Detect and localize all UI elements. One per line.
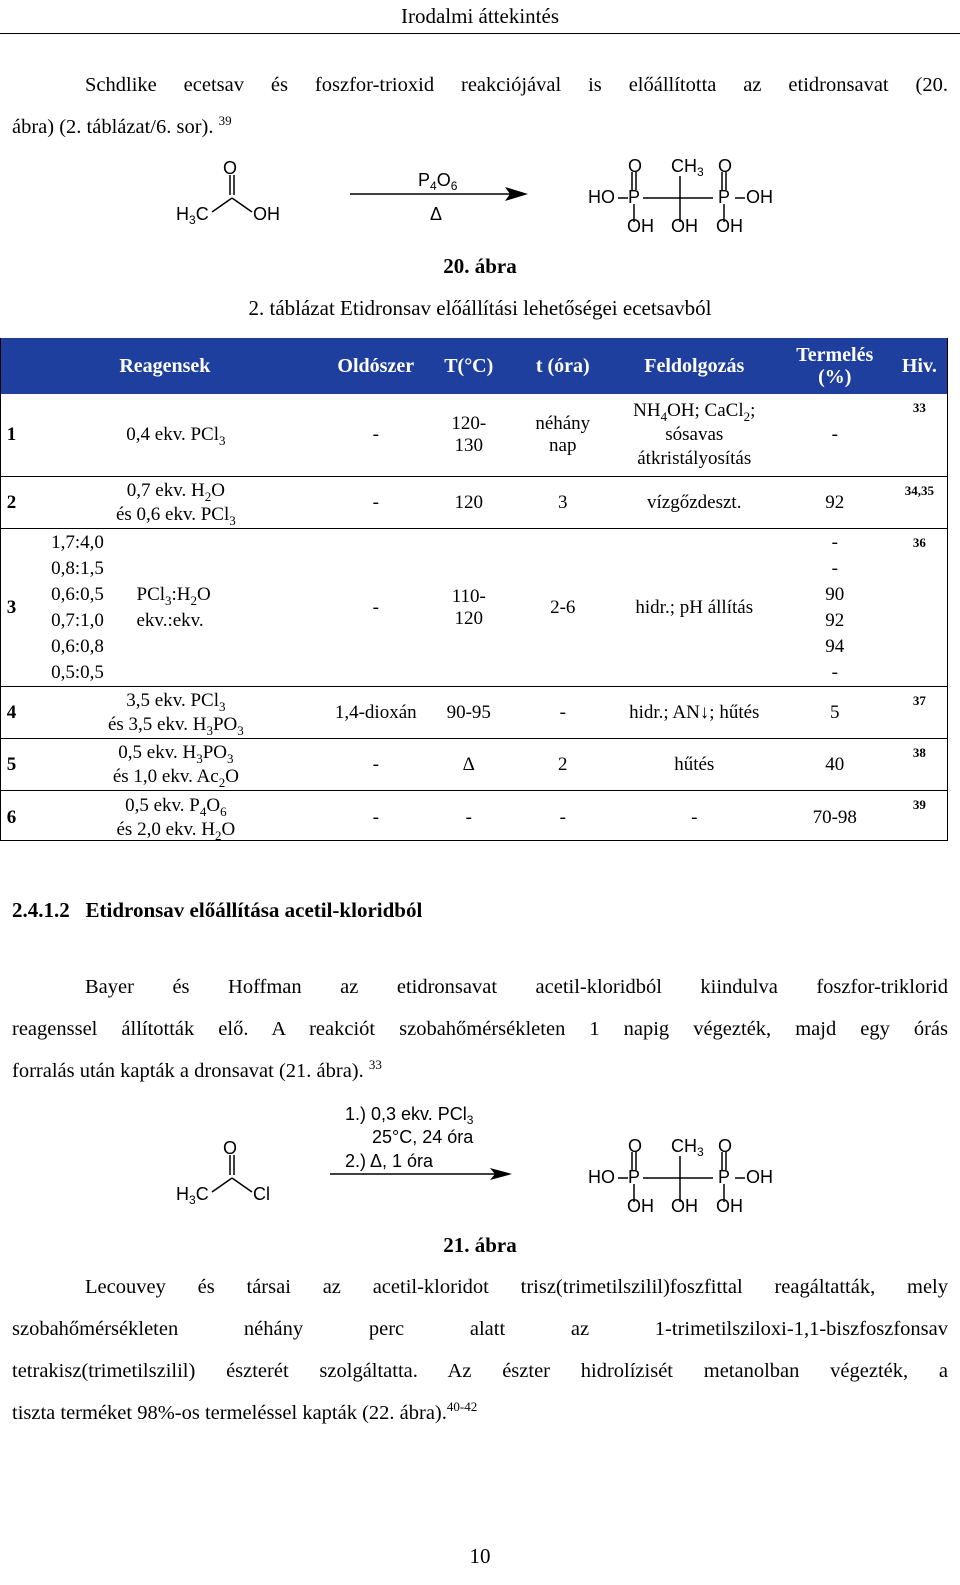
f20-ch: CH [671, 156, 697, 176]
paragraph-1 [12, 64, 948, 148]
etidronic-acid-table [0, 338, 948, 845]
row3-yield: 94 [825, 635, 845, 657]
table-row [1, 791, 948, 845]
f21-p-p2: P [718, 1167, 731, 1187]
th-solvent: Oldószer [329, 339, 422, 394]
f20-p-oh3: OH [716, 216, 743, 236]
f21-p-o1: O [628, 1136, 643, 1156]
row4-temp: 90-95 [422, 687, 515, 739]
row1-temp: 120- 130 [451, 413, 487, 456]
table-row [1, 394, 948, 477]
row5-workup: hűtés [610, 739, 778, 791]
f21-p-ho: HO [588, 1167, 615, 1187]
row3-ratio: 0,7:1,0 [51, 609, 104, 631]
p2-line2: reagenssel állították elő. A reakciót szobahőmérsékleten 1 napig végezték, majd egy órás [12, 1018, 948, 1040]
row3-solvent: - [329, 529, 422, 687]
th-workup: Feldolgozás [610, 339, 778, 394]
f20-r-6: 6 [450, 179, 458, 193]
f20-ch-3: 3 [697, 165, 704, 179]
row6-time: - [515, 791, 610, 845]
figure-21-caption: 21. ábra [443, 1233, 517, 1257]
p3-line4 [12, 1399, 478, 1424]
row6-solvent: - [329, 791, 422, 845]
row3-yield: - [831, 557, 838, 579]
row3-ratio: 0,8:1,5 [51, 557, 104, 579]
row6-yield: 70-98 [778, 791, 891, 845]
f20-p-p2: P [718, 187, 731, 207]
f21-acyl-h3c [176, 1184, 209, 1205]
f21-c: C [195, 1184, 209, 1204]
row1-reagent: 0,4 ekv. PCl$_3$ [126, 424, 226, 448]
p1-line1: Schdlike ecetsav és foszfor-trioxid reakciójával is előállította az etidronsavat (20. [85, 74, 948, 96]
f21-p-oh-r: OH [746, 1167, 773, 1187]
p2-line3-text: forralás után kapták a dronsavat (21. ábra). [12, 1060, 364, 1082]
row3-yield: 92 [825, 609, 845, 631]
row3-yields [778, 529, 891, 687]
row1-no: 1 [6, 424, 17, 445]
row5-no: 5 [1, 739, 23, 791]
p2-ref: 33 [368, 1057, 382, 1073]
f21-cond1 [345, 1104, 473, 1125]
row5-time: 2 [515, 739, 610, 791]
row5-yield: 40 [778, 739, 891, 791]
row4-workup: hidr.; AN↓; hűtés [610, 687, 778, 739]
f20-h: H [176, 204, 189, 224]
f20-r-o: O [436, 170, 451, 190]
row4-time: - [515, 687, 610, 739]
p3-line1: Lecouvey és társai az acetil-kloridot trisz(trimetilszilil)foszfittal reagáltatták, mely [85, 1276, 948, 1298]
f21-p-p1: P [628, 1167, 641, 1187]
row6-temp: - [422, 791, 515, 845]
f21-cond1-sub: 3 [466, 1113, 474, 1127]
p3-ref: 40-42 [446, 1399, 478, 1415]
f21-3: 3 [189, 1193, 196, 1207]
table-row [1, 739, 948, 791]
table-row [1, 687, 948, 739]
f20-p-p1: P [628, 187, 641, 207]
row3-ref: 36 [891, 529, 947, 687]
table-header-row [1, 339, 948, 394]
f21-cond1-text: 1.) 0,3 ekv. PCl [345, 1104, 467, 1124]
row1-solvent: - [372, 424, 379, 445]
p3-line3: tetrakisz(trimetilszilil) észterét szolgáltatta. Az észter hidrolízisét metanolban végezték, a [12, 1360, 948, 1382]
row3-temp: 110- 120 [422, 529, 515, 687]
table-row [1, 477, 948, 529]
header-rule [0, 33, 960, 34]
row3-ratio: 0,6:0,8 [51, 635, 104, 657]
p3-line4-text: tiszta terméket 98%-os termeléssel kapták (22. ábra). [12, 1402, 447, 1424]
row2-time: 3 [515, 477, 610, 529]
f20-p-oh2: OH [671, 216, 698, 236]
f21-acyl-cl: Cl [253, 1184, 270, 1204]
row2-ref: 34,35 [891, 477, 947, 529]
f20-r-p: P [418, 170, 431, 190]
f20-3: 3 [189, 213, 196, 227]
row3-no: 3 [1, 529, 23, 687]
f21-p-ch3 [671, 1136, 704, 1157]
f20-c: C [195, 204, 209, 224]
row1-yield: - [831, 424, 838, 445]
f21-p-oh1: OH [627, 1196, 654, 1216]
f20-p-oh1: OH [627, 216, 654, 236]
row3-yield: - [831, 531, 838, 553]
f21-p-oh3: OH [716, 1196, 743, 1216]
f21-p-oh2: OH [671, 1196, 698, 1216]
p3-line2: szobahőmérsékleten néhány perc alatt az 1-trimetilsziloxi-1,1-biszfoszfonsav [12, 1318, 948, 1340]
row1-workup: $NH_4OH$; CaCl$_2$; sósavas átkristályosítás [633, 400, 756, 469]
row6-no: 6 [1, 791, 23, 845]
row3-yield: - [831, 661, 838, 683]
th-temp: T(°C) [422, 339, 515, 394]
table-2-title: 2. táblázat Etidronsav előállítási lehetőségei ecetsavból [248, 296, 712, 320]
figure-20-caption: 20. ábra [443, 254, 517, 278]
th-yield: Termelés (%) [778, 339, 891, 394]
f20-p-o2: O [718, 156, 733, 176]
row5-ref: 38 [891, 739, 947, 791]
f21-acyl-O: O [223, 1138, 238, 1158]
p2-line1: Bayer és Hoffman az etidronsavat acetil-kloridból kiindulva foszfor-triklorid [85, 976, 948, 998]
f20-reagent [418, 170, 457, 191]
row3-ratio-label: $PCl_3:H_2O$ ekv.:ekv. [133, 529, 330, 687]
row3-ratio: 0,6:0,5 [51, 583, 104, 605]
f20-p-oh-r: OH [746, 187, 773, 207]
row2-yield: 92 [778, 477, 891, 529]
row2-workup: vízgőzdeszt. [610, 477, 778, 529]
running-header: Irodalmi áttekintés [400, 4, 560, 28]
row1-time: néhány nap [535, 413, 591, 456]
section-heading: 2.4.1.2 Etidronsav előállítása acetil-kloridból [12, 898, 423, 922]
row4-solvent: 1,4-dioxán [329, 687, 422, 739]
f21-cond2: 25°C, 24 óra [372, 1127, 474, 1147]
f21-h: H [176, 1184, 189, 1204]
f21-ch: CH [671, 1136, 697, 1156]
row4-no: 4 [1, 687, 23, 739]
f20-acid-O: O [223, 158, 238, 178]
row2-reagent: 0,7 ekv. $H_2O$ és 0,6 ekv. PCl$_3$ [23, 477, 330, 529]
row1-ref: 33 [912, 400, 926, 415]
page-number: 10 [469, 1544, 491, 1568]
f20-p-ch3 [671, 156, 704, 177]
f21-cond3: 2.) Δ, 1 óra [345, 1151, 434, 1171]
row3-time: 2-6 [515, 529, 610, 687]
row2-solvent: - [329, 477, 422, 529]
paragraph-2 [12, 966, 948, 1092]
p1-ref: 39 [218, 113, 232, 129]
th-reagents: Reagensek [1, 339, 330, 394]
f21-ch-3: 3 [697, 1145, 704, 1159]
p1-line2 [12, 113, 232, 138]
f20-p-o1: O [628, 156, 643, 176]
row4-reagent: 3,5 ekv. PCl$_3$ és 3,5 ekv. $H_3PO_3$ [23, 687, 330, 739]
table-row [1, 529, 948, 687]
row3-ratios [23, 529, 133, 687]
row5-reagent: 0,5 ekv. $H_3PO_3$ és 1,0 ekv. $Ac_2O$ [23, 739, 330, 791]
row2-temp: 120 [422, 477, 515, 529]
th-ref: Hiv. [891, 339, 947, 394]
row4-ref: 37 [891, 687, 947, 739]
row3-ratio: 0,5:0,5 [51, 661, 104, 683]
f20-p-ho: HO [588, 187, 615, 207]
f21-p-o2: O [718, 1136, 733, 1156]
row3-yield: 90 [825, 583, 845, 605]
th-time: t (óra) [515, 339, 610, 394]
f20-acid-oh: OH [253, 204, 280, 224]
f20-r-4: 4 [430, 179, 437, 193]
f20-acid-h3c [176, 204, 209, 225]
paragraph-3 [12, 1266, 948, 1434]
row3-workup: hidr.; pH állítás [610, 529, 778, 687]
row6-reagent: 0,5 ekv. $P_4O_6$ és 2,0 ekv. $H_2O$ [23, 791, 330, 845]
row3-ratio: 1,7:4,0 [51, 531, 104, 553]
row6-workup: - [610, 791, 778, 845]
row5-solvent: - [329, 739, 422, 791]
f20-heat: Δ [430, 204, 443, 224]
row5-temp: Δ [422, 739, 515, 791]
row2-no: 2 [1, 477, 23, 529]
row6-ref: 39 [891, 791, 947, 845]
row4-yield: 5 [778, 687, 891, 739]
p1-line2-text: ábra) (2. táblázat/6. sor). [12, 116, 214, 138]
p2-line3 [12, 1057, 382, 1082]
